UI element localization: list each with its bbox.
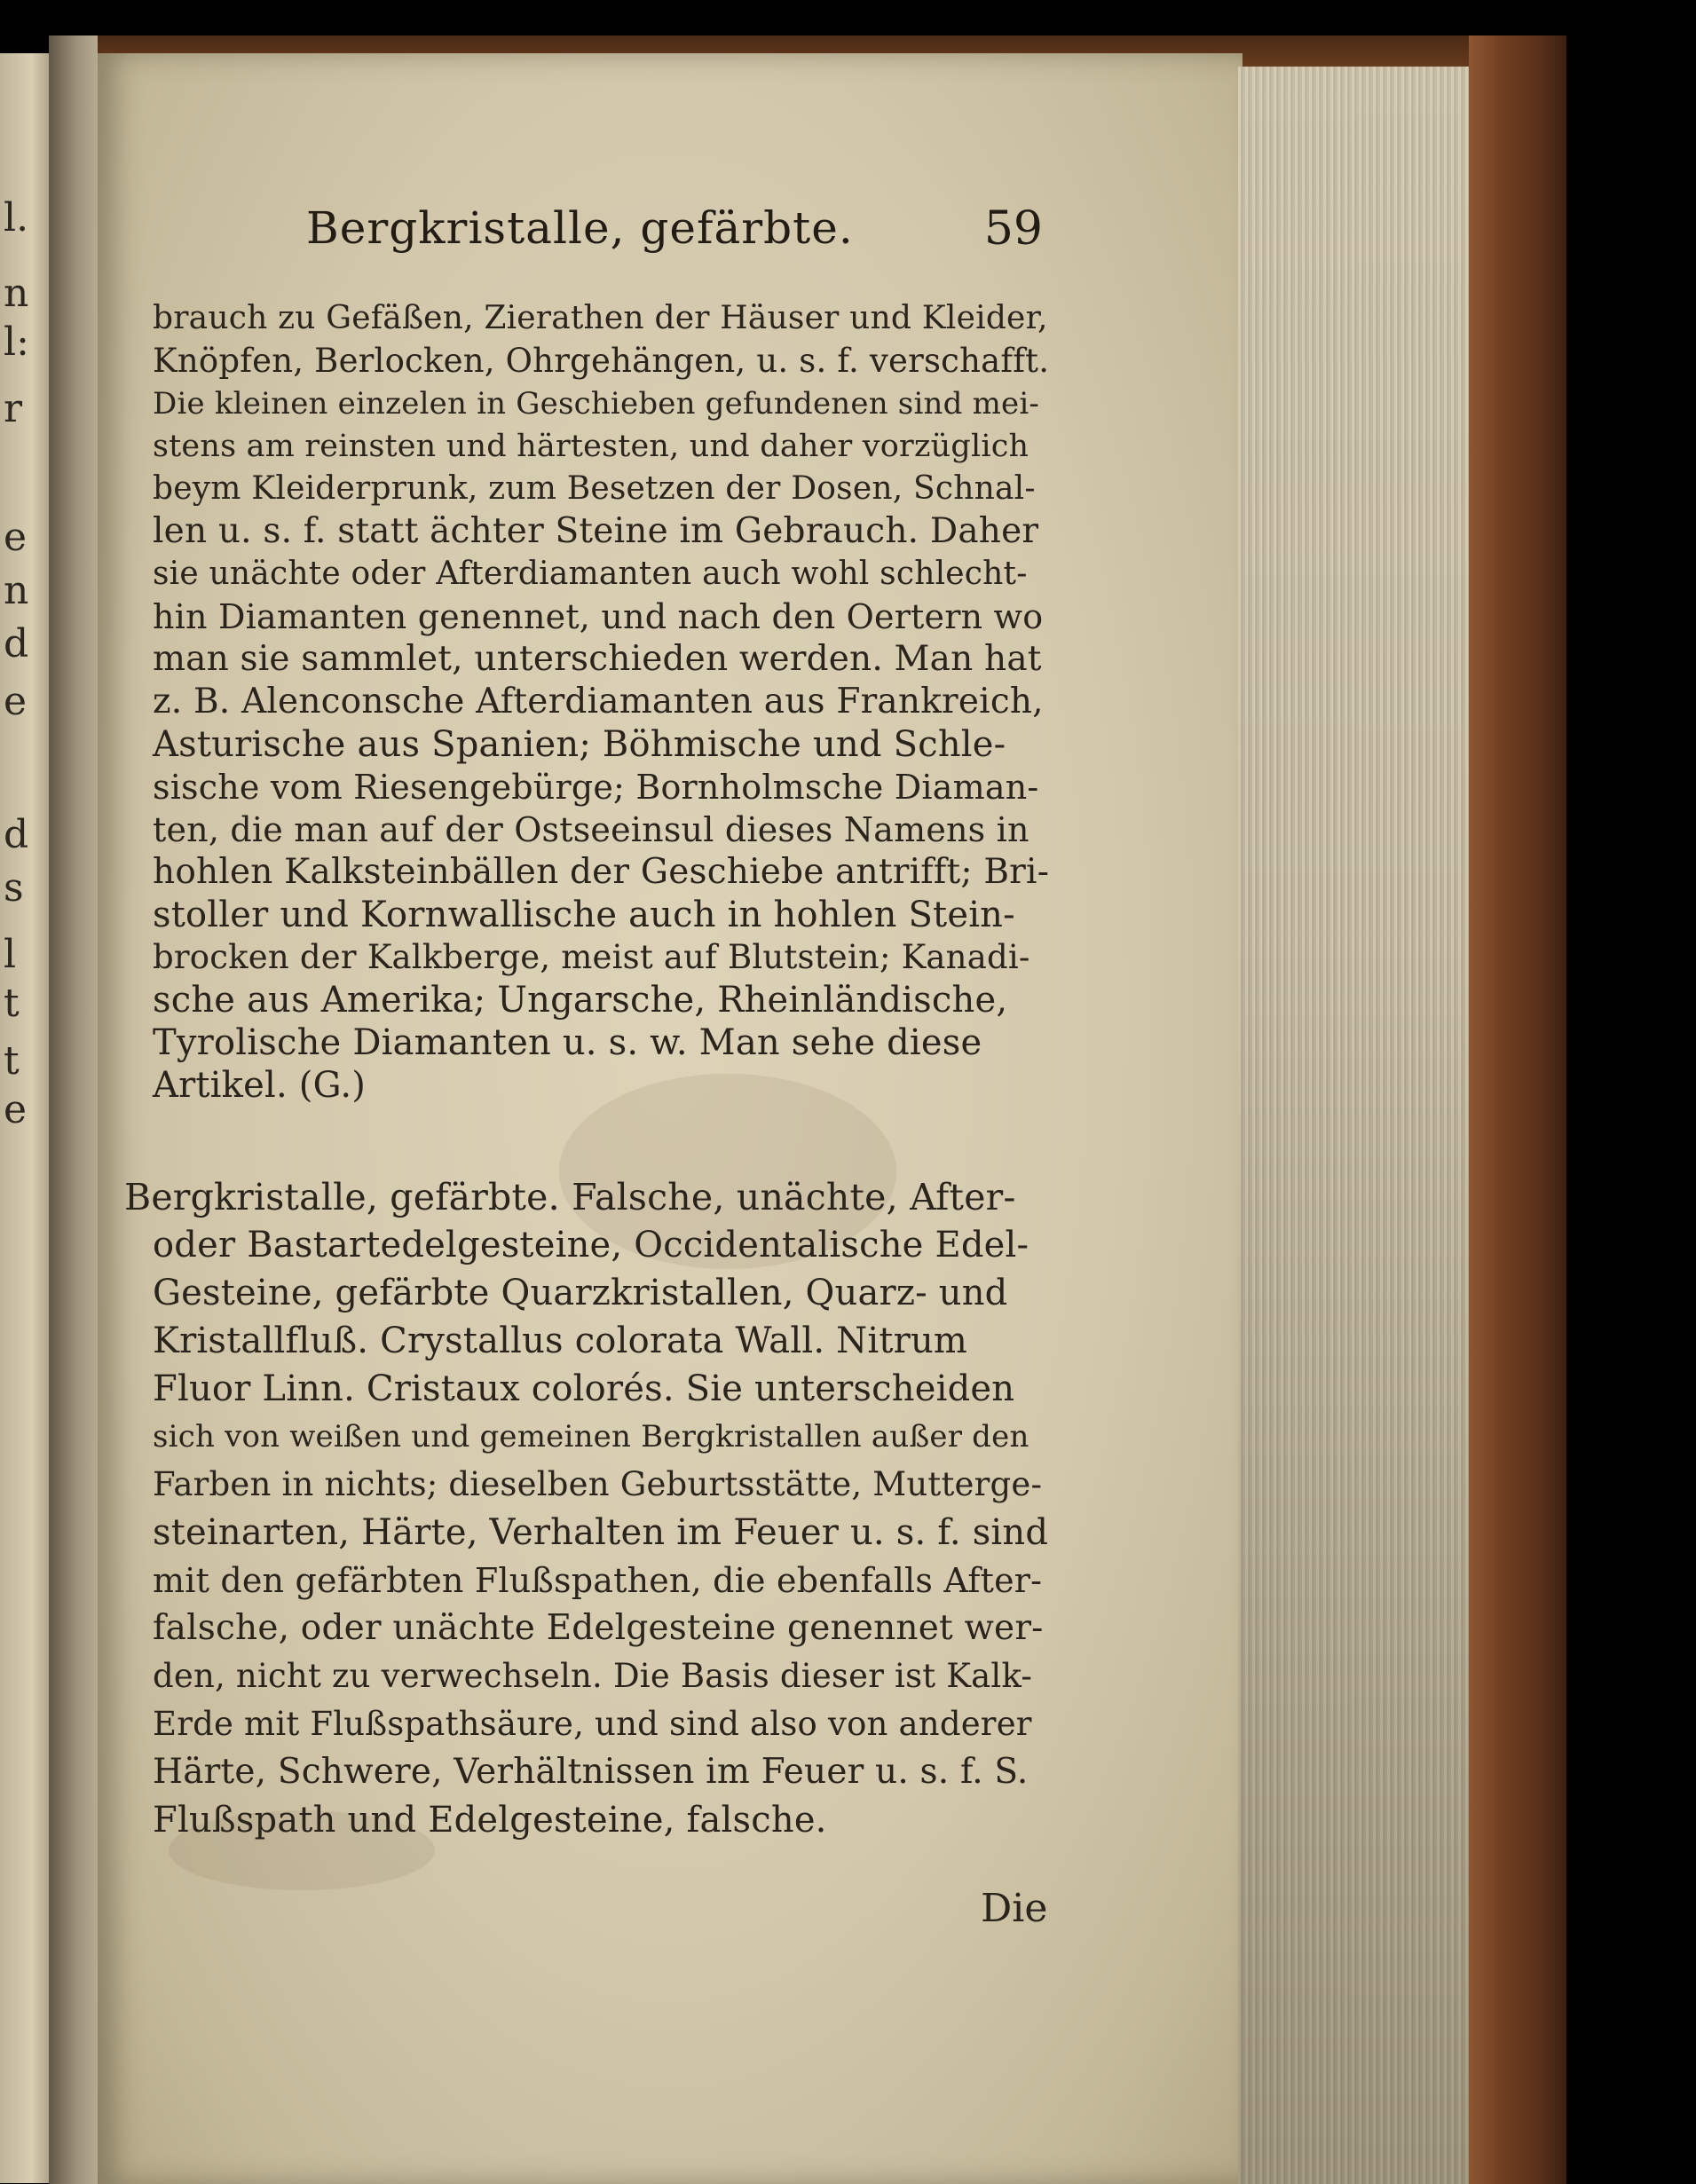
text-line: Erde mit Flußspathsäure, und sind also von anderer [153,1705,1032,1743]
scan-background [1566,0,1696,2184]
prev-page-fragment: n [4,271,29,316]
text-line: Härte, Schwere, Verhältnissen im Feuer u. s. f. S. [153,1752,1029,1792]
text-line: mit den gefärbten Flußspathen, die ebenfalls After- [153,1561,1043,1600]
running-head [306,202,1043,264]
page-block-edges [1238,67,1469,2184]
prev-page-fragment: n [4,568,29,613]
text-line: Artikel. (G.) [153,1065,367,1106]
prev-page-fragment: d [4,621,29,666]
text-line: brauch zu Gefäßen, Zierathen der Häuser und Kleider, [153,300,1048,336]
prev-page-fragment: s [4,865,24,911]
text-line: oder Bastartedelgesteine, Occidentalische Edel- [153,1225,1029,1265]
prev-page-fragment: l. [4,195,29,240]
text-line: sie unächte oder Afterdiamanten auch wohl schlecht- [153,556,1028,592]
text-line: Farben in nichts; dieselben Geburtsstätte, Mutterge- [153,1465,1043,1503]
text-line: brocken der Kalkberge, meist auf Blutstein; Kanadi- [153,938,1030,976]
text-line: len u. s. f. statt ächter Steine im Gebrauch. Daher [153,511,1039,551]
text-line: sische vom Riesengebürge; Bornholmsche Diaman- [153,768,1039,807]
prev-page-fragment: e [4,679,28,724]
text-line: Fluor Linn. Cristaux colorés. Sie unterscheiden [153,1368,1015,1409]
text-line: Kristallfluß. Crystallus colorata Wall. Nitrum [153,1321,968,1361]
page-number: 59 [983,202,1043,256]
text-line: hin Diamanten genennet, und nach den Oertern wo [153,597,1044,636]
text-line: stens am reinsten und härtesten, und daher vorzüglich [153,429,1029,464]
text-line: Knöpfen, Berlocken, Ohrgehängen, u. s. f. verschafft. [153,342,1050,380]
text-line: Tyrolische Diamanten u. s. w. Man sehe diese [153,1022,982,1063]
previous-page-edge [0,53,53,2183]
text-line: man sie sammlet, unterschieden werden. Man hat [153,639,1042,679]
leather-cover [1469,35,1566,2184]
text-line: Gesteine, gefärbte Quarzkristallen, Quarz- und [153,1273,1008,1313]
text-line: den, nicht zu verwechseln. Die Basis dieser ist Kalk- [153,1657,1033,1695]
text-line: falsche, oder unächte Edelgesteine genennet wer- [153,1608,1044,1648]
text-line: Die kleinen einzelen in Geschieben gefundenen sind mei- [153,386,1040,422]
prev-page-fragment: e [4,1087,28,1132]
entry-headword-line: Bergkristalle, gefärbte. Falsche, unächte, After- [124,1176,1016,1218]
text-line: beym Kleiderprunk, zum Besetzen der Dosen, Schnal- [153,470,1036,507]
text-line: stoller und Kornwallische auch in hohlen Stein- [153,895,1015,935]
text-line: hohlen Kalksteinbällen der Geschiebe antrifft; Bri- [153,852,1050,892]
text-line: ten, die man auf der Ostseeinsul dieses Namens in [153,810,1029,849]
text-line: sich von weißen und gemeinen Bergkristallen außer den [153,1419,1029,1455]
prev-page-fragment: e [4,515,28,560]
text-line: steinarten, Härte, Verhalten im Feuer u. s. f. sind [153,1512,1049,1553]
text-line: sche aus Amerika; Ungarsche, Rheinländische, [153,980,1008,1021]
text-line: Flußspath und Edelgesteine, falsche. [153,1800,827,1841]
catchword: Die [981,1886,1048,1931]
prev-page-fragment: t [4,981,20,1026]
text-line: z. B. Alenconsche Afterdiamanten aus Frankreich, [153,682,1044,721]
running-head-title: Bergkristalle, gefärbte. [306,202,854,254]
prev-page-fragment: l: [4,319,29,365]
text-line: Asturische aus Spanien; Böhmische und Schle- [153,724,1006,765]
prev-page-fragment: l [4,932,17,977]
prev-page-fragment: t [4,1038,20,1084]
prev-page-fragment: d [4,812,29,857]
prev-page-fragment: r [4,386,23,431]
